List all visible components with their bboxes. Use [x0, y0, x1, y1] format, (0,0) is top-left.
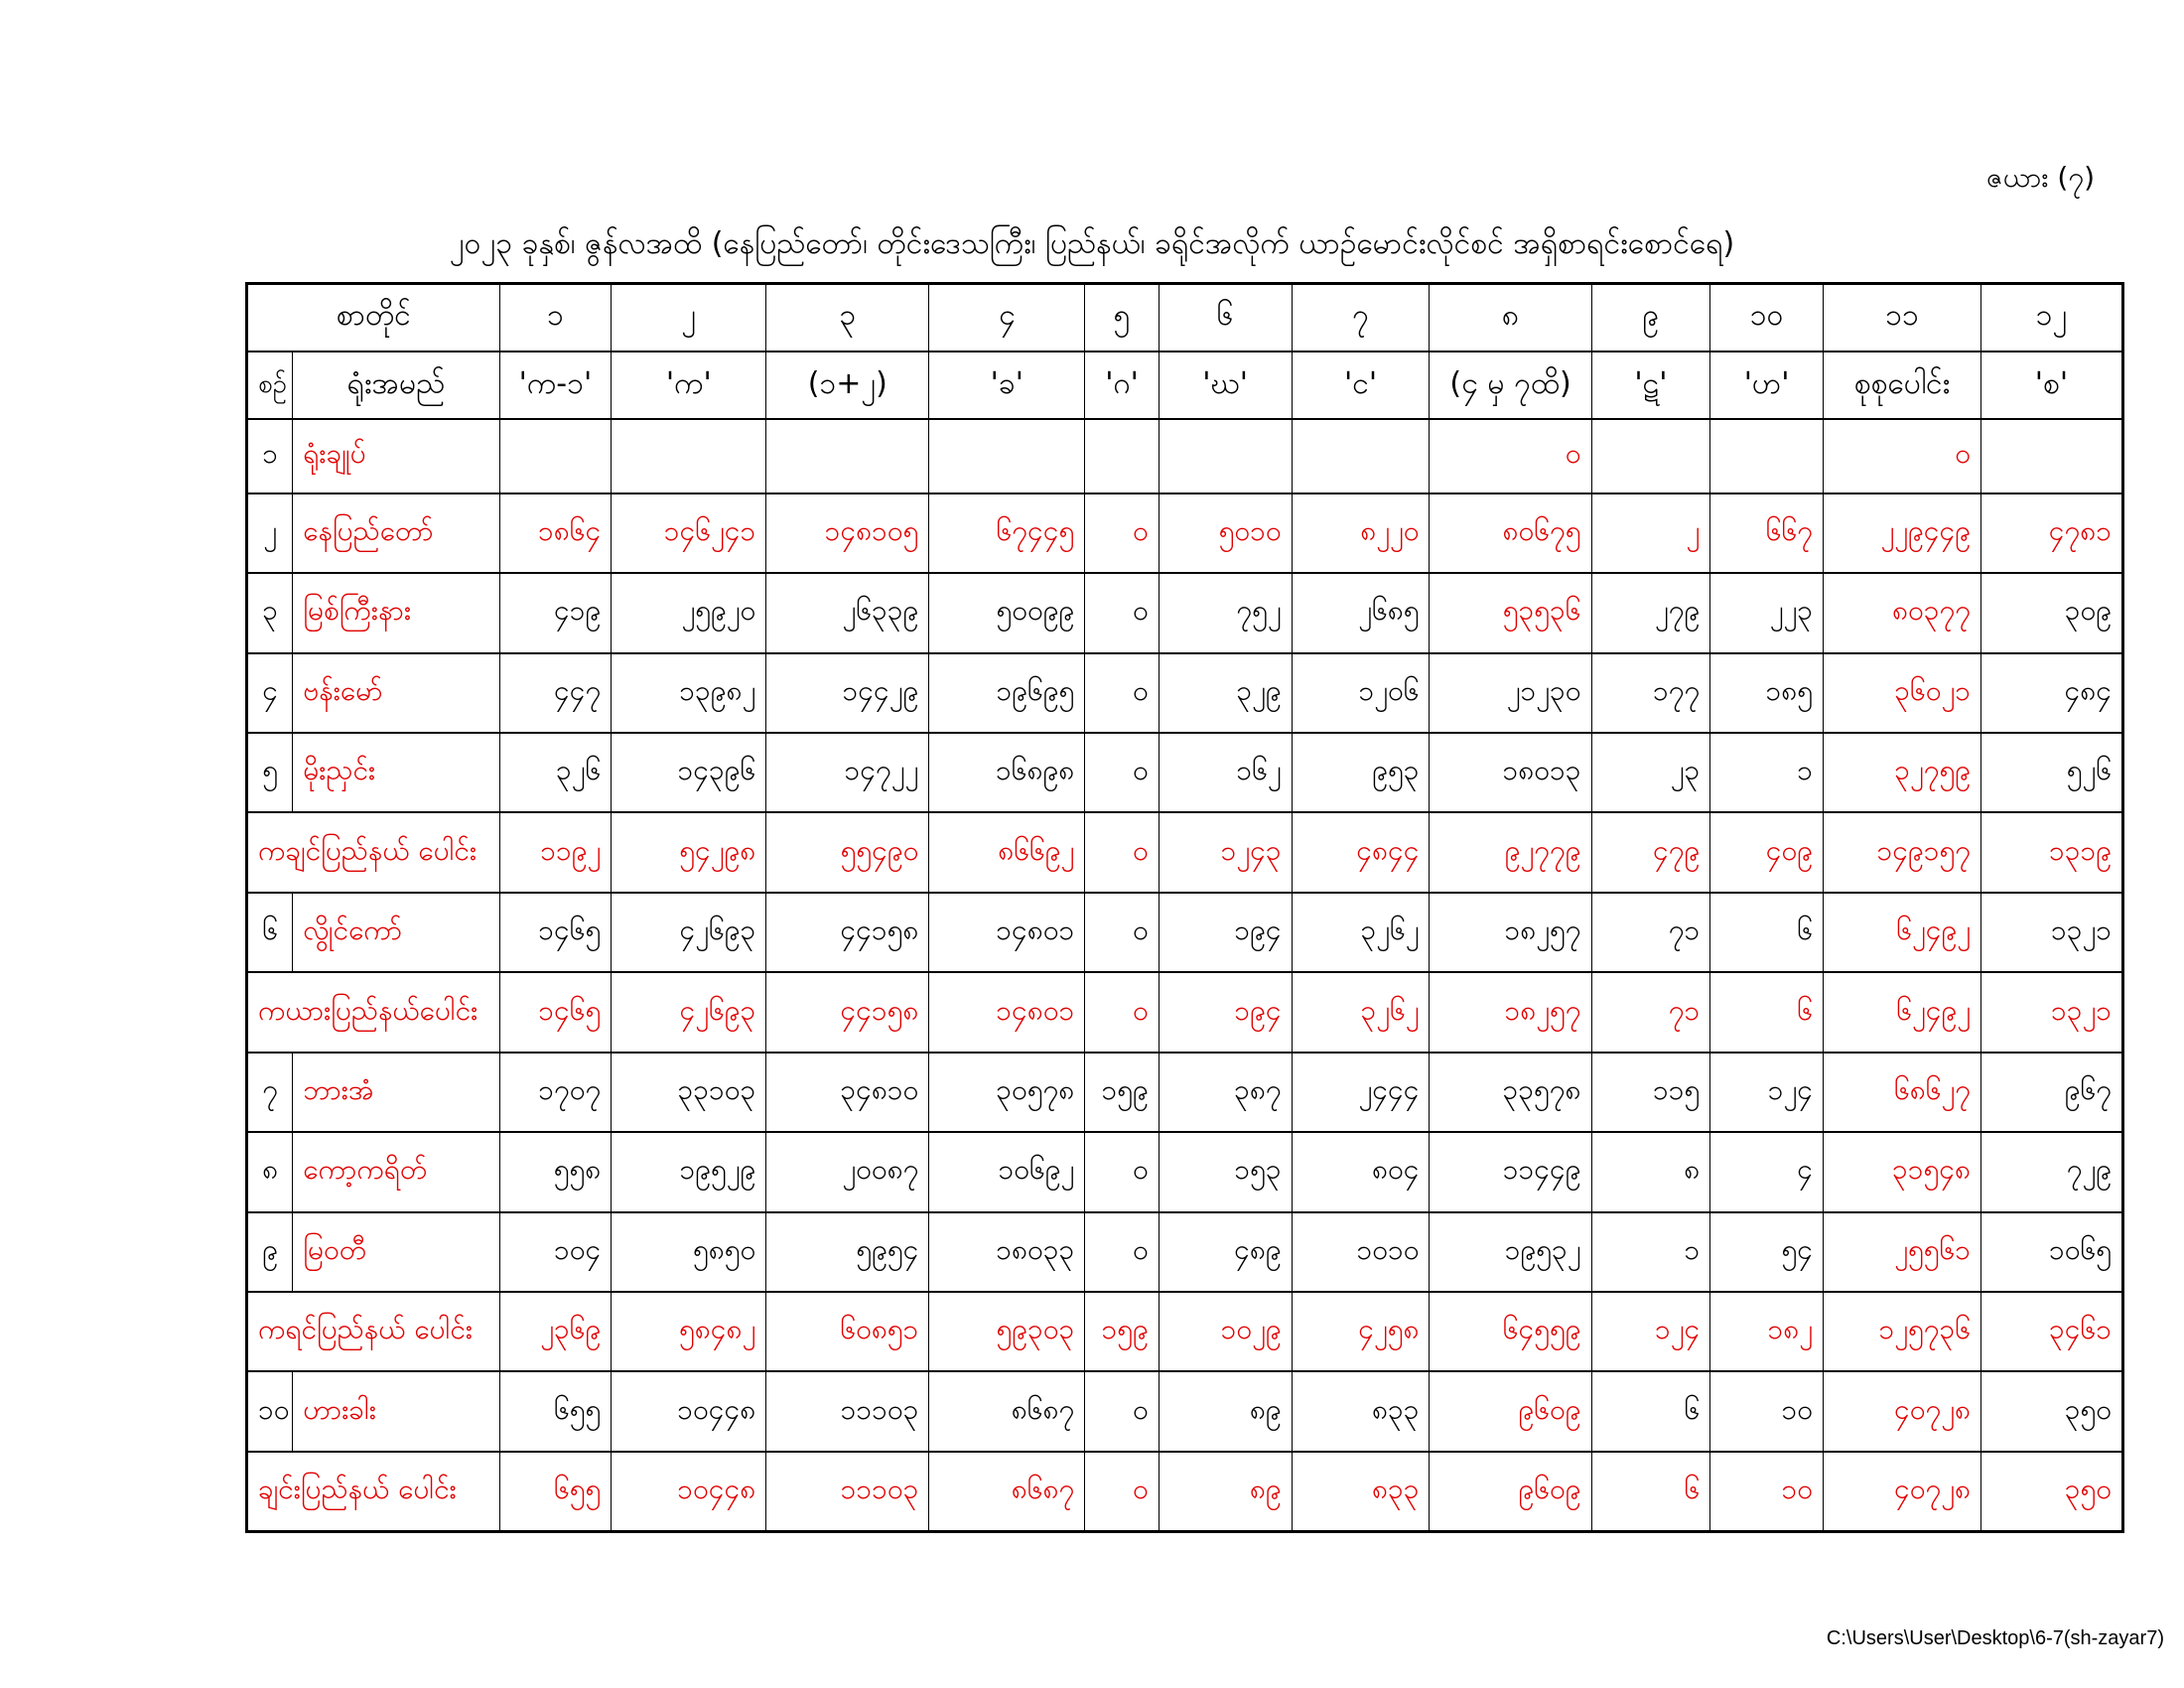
value-cell: ၁၄၄၂၉: [766, 653, 929, 733]
value-cell: ၁၈၅: [1710, 653, 1824, 733]
value-cell: ၀: [1085, 1212, 1159, 1292]
office-name: မြဝတီ: [293, 1212, 499, 1292]
value-cell: ၈၉: [1159, 1452, 1292, 1532]
table-row: [247, 573, 2123, 652]
value-cell: [1292, 419, 1430, 492]
value-cell: ၁၀၄၄၈: [612, 1452, 766, 1532]
value-cell: ၁၁၁၀၃: [766, 1371, 929, 1451]
value-cell: ၃၅၀: [1980, 1371, 2122, 1451]
summary-row: [247, 812, 2123, 892]
serial-cell: ၁၀: [247, 1371, 293, 1451]
column-number: ၉: [1591, 284, 1710, 352]
value-cell: ၀: [1085, 1371, 1159, 1451]
value-cell: ၁၆၈၉၈: [929, 733, 1085, 812]
value-cell: ၁၈၂၅၇: [1430, 972, 1591, 1052]
value-cell: ၂၂၃: [1710, 573, 1824, 652]
summary-label: ကရင်ပြည်နယ် ပေါင်း: [247, 1292, 500, 1371]
value-cell: ၂: [1591, 493, 1710, 573]
value-cell: ၅၃၅၃၆: [1430, 573, 1591, 652]
serial-cell: ၄: [247, 653, 293, 733]
value-cell: ၁၀၄: [499, 1212, 612, 1292]
value-cell: ၅၉၃၀၃: [929, 1292, 1085, 1371]
value-cell: ၀: [1430, 419, 1591, 492]
summary-row: [247, 1452, 2123, 1532]
value-cell: ၁၂၄: [1710, 1053, 1824, 1132]
value-cell: ၈၀၆၇၅: [1430, 493, 1591, 573]
column-type: (၁+၂): [766, 352, 929, 419]
value-cell: ၈၃၃: [1292, 1452, 1430, 1532]
value-cell: ၁၅၃: [1159, 1132, 1292, 1211]
value-cell: ၂၀၀၈၇: [766, 1132, 929, 1211]
value-cell: ၅၅၈: [499, 1132, 612, 1211]
value-cell: ၄၀၇၂၈: [1823, 1452, 1980, 1532]
value-cell: ၈၆၆၉၂: [929, 812, 1085, 892]
value-cell: ၈၀၄: [1292, 1132, 1430, 1211]
value-cell: ၈၀၃၇၇: [1823, 573, 1980, 652]
value-cell: ၃၄၆၁: [1980, 1292, 2122, 1371]
table-row: [247, 1371, 2123, 1451]
table-row: [247, 733, 2123, 812]
office-name: နေပြည်တော်: [293, 493, 499, 573]
value-cell: [1591, 419, 1710, 492]
table-row: [247, 1212, 2123, 1292]
value-cell: ၁၄၈၀၁: [929, 893, 1085, 972]
value-cell: ၁၁၁၀၃: [766, 1452, 929, 1532]
column-number: ၁၀: [1710, 284, 1824, 352]
value-cell: ၁၂၅၇၃၆: [1823, 1292, 1980, 1371]
value-cell: ၁၀၁၀: [1292, 1212, 1430, 1292]
value-cell: ၁၁၉၂: [499, 812, 612, 892]
value-cell: ၀: [1085, 972, 1159, 1052]
value-cell: [499, 419, 612, 492]
value-cell: ၆: [1710, 972, 1824, 1052]
column-number: ၆: [1159, 284, 1292, 352]
license-table: [245, 282, 2124, 1533]
value-cell: ၁၈၆၄: [499, 493, 612, 573]
value-cell: ၁၁၄၄၉: [1430, 1132, 1591, 1211]
table-title: ၂၀၂၃ ခုနှစ်၊ ဇွန်လအထိ (နေပြည်တော်၊ တိုင်းဒေသကြီး၊ ပြည်နယ်၊ ခရိုင်အလိုက် ယာဉ်မောင်းလိုင်စင် အရှိစာရင်းစောင်ရေ): [449, 226, 1735, 261]
value-cell: ၄၇၉: [1591, 812, 1710, 892]
serial-cell: ၈: [247, 1132, 293, 1211]
value-cell: ၈: [1591, 1132, 1710, 1211]
value-cell: ၃၃၅၇၈: [1430, 1053, 1591, 1132]
value-cell: ၁၅၉: [1085, 1292, 1159, 1371]
serial-cell: ၇: [247, 1053, 293, 1132]
value-cell: ၁၄၆၅: [499, 972, 612, 1052]
serial-cell: ၁: [247, 419, 293, 492]
value-cell: ၂၅၅၆၁: [1823, 1212, 1980, 1292]
value-cell: ၄၄၁၅၈: [766, 893, 929, 972]
value-cell: ၃၂၉: [1159, 653, 1292, 733]
value-cell: ၉၆၀၉: [1430, 1452, 1591, 1532]
value-cell: ၅၈၅၀: [612, 1212, 766, 1292]
column-type: 'ခ': [929, 352, 1085, 419]
column-type: 'ဂ': [1085, 352, 1159, 419]
column-type: 'က': [612, 352, 766, 419]
value-cell: ၄၂၆၉၃: [612, 972, 766, 1052]
value-cell: ၁၄၆၂၄၁: [612, 493, 766, 573]
office-name: ဘားအံ: [293, 1053, 499, 1132]
value-cell: ၁၄၈၀၁: [929, 972, 1085, 1052]
value-cell: ၉၂၇၇၉: [1430, 812, 1591, 892]
value-cell: ၄၈၉: [1159, 1212, 1292, 1292]
serial-cell: ၂: [247, 493, 293, 573]
value-cell: [766, 419, 929, 492]
value-cell: ၁၈၂၅၇: [1430, 893, 1591, 972]
value-cell: ၁၉၅၂၉: [612, 1132, 766, 1211]
value-cell: ၃၀၅၇၈: [929, 1053, 1085, 1132]
column-number: ၁၁: [1823, 284, 1980, 352]
value-cell: ၅၀၀၉၉: [929, 573, 1085, 652]
column-number: ၁၂: [1980, 284, 2122, 352]
office-name: ဟားခါး: [293, 1371, 499, 1451]
value-cell: ၉၆၀၉: [1430, 1371, 1591, 1451]
value-cell: ၃၀၉: [1980, 573, 2122, 652]
column-type: 'စ': [1980, 352, 2122, 419]
value-cell: ၃၁၅၄၈: [1823, 1132, 1980, 1211]
value-cell: ၁၉၆၉၅: [929, 653, 1085, 733]
value-cell: ၁၉၄: [1159, 893, 1292, 972]
value-cell: ၂၃၆၉: [499, 1292, 612, 1371]
value-cell: ၃၂၇၅၉: [1823, 733, 1980, 812]
value-cell: ၉၆၇: [1980, 1053, 2122, 1132]
value-cell: ၃၄၈၁၀: [766, 1053, 929, 1132]
value-cell: ၂၃: [1591, 733, 1710, 812]
value-cell: ၁၇၀၇: [499, 1053, 612, 1132]
value-cell: ၁၄၈၁၀၅: [766, 493, 929, 573]
value-cell: ၃၂၆၂: [1292, 972, 1430, 1052]
value-cell: ၁၄၇၂၂: [766, 733, 929, 812]
value-cell: ၀: [1085, 493, 1159, 573]
column-number: ၇: [1292, 284, 1430, 352]
value-cell: ၂၄၄၄: [1292, 1053, 1430, 1132]
table-row: [247, 893, 2123, 972]
value-cell: ၀: [1085, 1452, 1159, 1532]
value-cell: ၅၀၁၀: [1159, 493, 1292, 573]
serial-cell: ၅: [247, 733, 293, 812]
value-cell: ၁၀: [1710, 1452, 1824, 1532]
value-cell: ၂၅၉၂၀: [612, 573, 766, 652]
value-cell: ၁၉၄: [1159, 972, 1292, 1052]
column-type: 'ဋ': [1591, 352, 1710, 419]
value-cell: ၆၅၅: [499, 1371, 612, 1451]
value-cell: ၁၀: [1710, 1371, 1824, 1451]
value-cell: ၉၅၃: [1292, 733, 1430, 812]
value-cell: ၆: [1710, 893, 1824, 972]
value-cell: ၃၃၁၀၃: [612, 1053, 766, 1132]
value-cell: ၀: [1085, 1132, 1159, 1211]
value-cell: ၀: [1085, 653, 1159, 733]
name-header: ရုံးအမည်: [293, 352, 499, 419]
value-cell: ၆၂၄၉၂: [1823, 972, 1980, 1052]
serial-header: စဉ်: [247, 352, 293, 419]
value-cell: ၁၈၀၁၃: [1430, 733, 1591, 812]
table-row: [247, 1132, 2123, 1211]
value-cell: ၁၈၀၃၃: [929, 1212, 1085, 1292]
summary-row: [247, 1292, 2123, 1371]
value-cell: ၁၂၀၆: [1292, 653, 1430, 733]
table-row: [247, 493, 2123, 573]
value-cell: ၄: [1710, 1132, 1824, 1211]
value-cell: ၀: [1085, 573, 1159, 652]
value-cell: ၈၆၈၇: [929, 1452, 1085, 1532]
value-cell: ၇၁: [1591, 893, 1710, 972]
value-cell: ၃၅၀: [1980, 1452, 2122, 1532]
serial-cell: ၆: [247, 893, 293, 972]
column-label: စာတိုင်: [247, 284, 500, 352]
value-cell: ၈၃၃: [1292, 1371, 1430, 1451]
value-cell: [1980, 419, 2122, 492]
value-cell: ၁၀၆၅: [1980, 1212, 2122, 1292]
value-cell: ၈၉: [1159, 1371, 1292, 1451]
column-number: ၂: [612, 284, 766, 352]
header-row-numbers: [247, 284, 2123, 352]
value-cell: ၀: [1823, 419, 1980, 492]
value-cell: ၀: [1085, 812, 1159, 892]
value-cell: ၀: [1085, 733, 1159, 812]
value-cell: [929, 419, 1085, 492]
value-cell: ၄၈၄: [1980, 653, 2122, 733]
value-cell: ၂၆၈၅: [1292, 573, 1430, 652]
value-cell: ၄၀၉: [1710, 812, 1824, 892]
value-cell: ၃၈၇: [1159, 1053, 1292, 1132]
value-cell: ၁၄၃၉၆: [612, 733, 766, 812]
column-type: 'ဃ': [1159, 352, 1292, 419]
value-cell: ၁၄၉၁၅၇: [1823, 812, 1980, 892]
column-number: ၈: [1430, 284, 1591, 352]
value-cell: ၁၀၄၄၈: [612, 1371, 766, 1451]
value-cell: ၆၀၈၅၁: [766, 1292, 929, 1371]
value-cell: ၇၁: [1591, 972, 1710, 1052]
summary-label: ကချင်ပြည်နယ် ပေါင်း: [247, 812, 500, 892]
value-cell: ၂၂၉၄၄၉: [1823, 493, 1980, 573]
value-cell: ၁၄၆၅: [499, 893, 612, 972]
table-row: [247, 1053, 2123, 1132]
value-cell: ၁၇၇: [1591, 653, 1710, 733]
file-path: C:\Users\User\Desktop\6-7(sh-zayar7): [1826, 1627, 2164, 1649]
summary-row: [247, 972, 2123, 1052]
value-cell: [612, 419, 766, 492]
value-cell: ၁၃၂၁: [1980, 972, 2122, 1052]
value-cell: ၁၂၄: [1591, 1292, 1710, 1371]
column-type: 'ဟ': [1710, 352, 1824, 419]
value-cell: ၁၀၂၉: [1159, 1292, 1292, 1371]
value-cell: ၁၆၂: [1159, 733, 1292, 812]
summary-label: ချင်းပြည်နယ် ပေါင်း: [247, 1452, 500, 1532]
value-cell: [1710, 419, 1824, 492]
value-cell: ၅၄၂၉၈: [612, 812, 766, 892]
value-cell: ၅၂၆: [1980, 733, 2122, 812]
value-cell: ၇၂၉: [1980, 1132, 2122, 1211]
column-number: ၅: [1085, 284, 1159, 352]
column-type: (၄ မှ ၇ထိ): [1430, 352, 1591, 419]
office-name: မြစ်ကြီးနား: [293, 573, 499, 652]
office-name: မိုးညှင်း: [293, 733, 499, 812]
value-cell: ၃၂၆: [499, 733, 612, 812]
value-cell: ၁: [1710, 733, 1824, 812]
value-cell: ၂၇၉: [1591, 573, 1710, 652]
value-cell: ၂၆၃၃၉: [766, 573, 929, 652]
column-number: ၁: [499, 284, 612, 352]
value-cell: ၄၇၈၁: [1980, 493, 2122, 573]
serial-cell: ၉: [247, 1212, 293, 1292]
table-row: [247, 653, 2123, 733]
value-cell: ၈၂၂၀: [1292, 493, 1430, 573]
value-cell: ၁၈၂: [1710, 1292, 1824, 1371]
column-type: 'က-၁': [499, 352, 612, 419]
value-cell: ၁၃၉၈၂: [612, 653, 766, 733]
value-cell: ၁၅၉: [1085, 1053, 1159, 1132]
value-cell: ၈၆၈၇: [929, 1371, 1085, 1451]
value-cell: ၄၄၁၅၈: [766, 972, 929, 1052]
value-cell: ၆: [1591, 1371, 1710, 1451]
value-cell: ၄၂၆၉၃: [612, 893, 766, 972]
value-cell: ၆၅၅: [499, 1452, 612, 1532]
value-cell: ၇၅၂: [1159, 573, 1292, 652]
value-cell: ၄၀၇၂၈: [1823, 1371, 1980, 1451]
value-cell: ၁၁၅: [1591, 1053, 1710, 1132]
value-cell: ၄၈၄၄: [1292, 812, 1430, 892]
value-cell: ၆: [1591, 1452, 1710, 1532]
value-cell: ၆၈၆၂၇: [1823, 1053, 1980, 1132]
summary-label: ကယားပြည်နယ်ပေါင်း: [247, 972, 500, 1052]
value-cell: ၁၃၁၉: [1980, 812, 2122, 892]
table-row: [247, 419, 2123, 492]
value-cell: ၄၄၇: [499, 653, 612, 733]
serial-cell: ၃: [247, 573, 293, 652]
value-cell: ၀: [1085, 893, 1159, 972]
office-name: ဗန်းမော်: [293, 653, 499, 733]
value-cell: ၃၆၀၂၁: [1823, 653, 1980, 733]
value-cell: [1159, 419, 1292, 492]
value-cell: ၆၆၇: [1710, 493, 1824, 573]
value-cell: ၆၂၄၉၂: [1823, 893, 1980, 972]
header-row-types: [247, 352, 2123, 419]
office-name: လွိုင်ကော်: [293, 893, 499, 972]
value-cell: ၄၁၉: [499, 573, 612, 652]
column-type: 'င': [1292, 352, 1430, 419]
page-label: ဇယား (၇): [1986, 161, 2095, 194]
value-cell: ၁၂၄၃: [1159, 812, 1292, 892]
value-cell: ၆၇၄၄၅: [929, 493, 1085, 573]
value-cell: ၅၉၅၄: [766, 1212, 929, 1292]
value-cell: ၁၃၂၁: [1980, 893, 2122, 972]
office-name: ရုံးချုပ်: [293, 419, 499, 492]
value-cell: ၂၁၂၃၀: [1430, 653, 1591, 733]
value-cell: ၁: [1591, 1212, 1710, 1292]
value-cell: ၁၉၅၃၂: [1430, 1212, 1591, 1292]
value-cell: ၅၄: [1710, 1212, 1824, 1292]
value-cell: ၃၂၆၂: [1292, 893, 1430, 972]
value-cell: ၅၈၄၈၂: [612, 1292, 766, 1371]
value-cell: ၄၂၅၈: [1292, 1292, 1430, 1371]
column-number: ၃: [766, 284, 929, 352]
value-cell: ၆၄၅၅၉: [1430, 1292, 1591, 1371]
value-cell: ၅၅၄၉၀: [766, 812, 929, 892]
column-number: ၄: [929, 284, 1085, 352]
office-name: ကော့ကရိတ်: [293, 1132, 499, 1211]
value-cell: ၁၀၆၉၂: [929, 1132, 1085, 1211]
column-type: စုစုပေါင်း: [1823, 352, 1980, 419]
value-cell: [1085, 419, 1159, 492]
